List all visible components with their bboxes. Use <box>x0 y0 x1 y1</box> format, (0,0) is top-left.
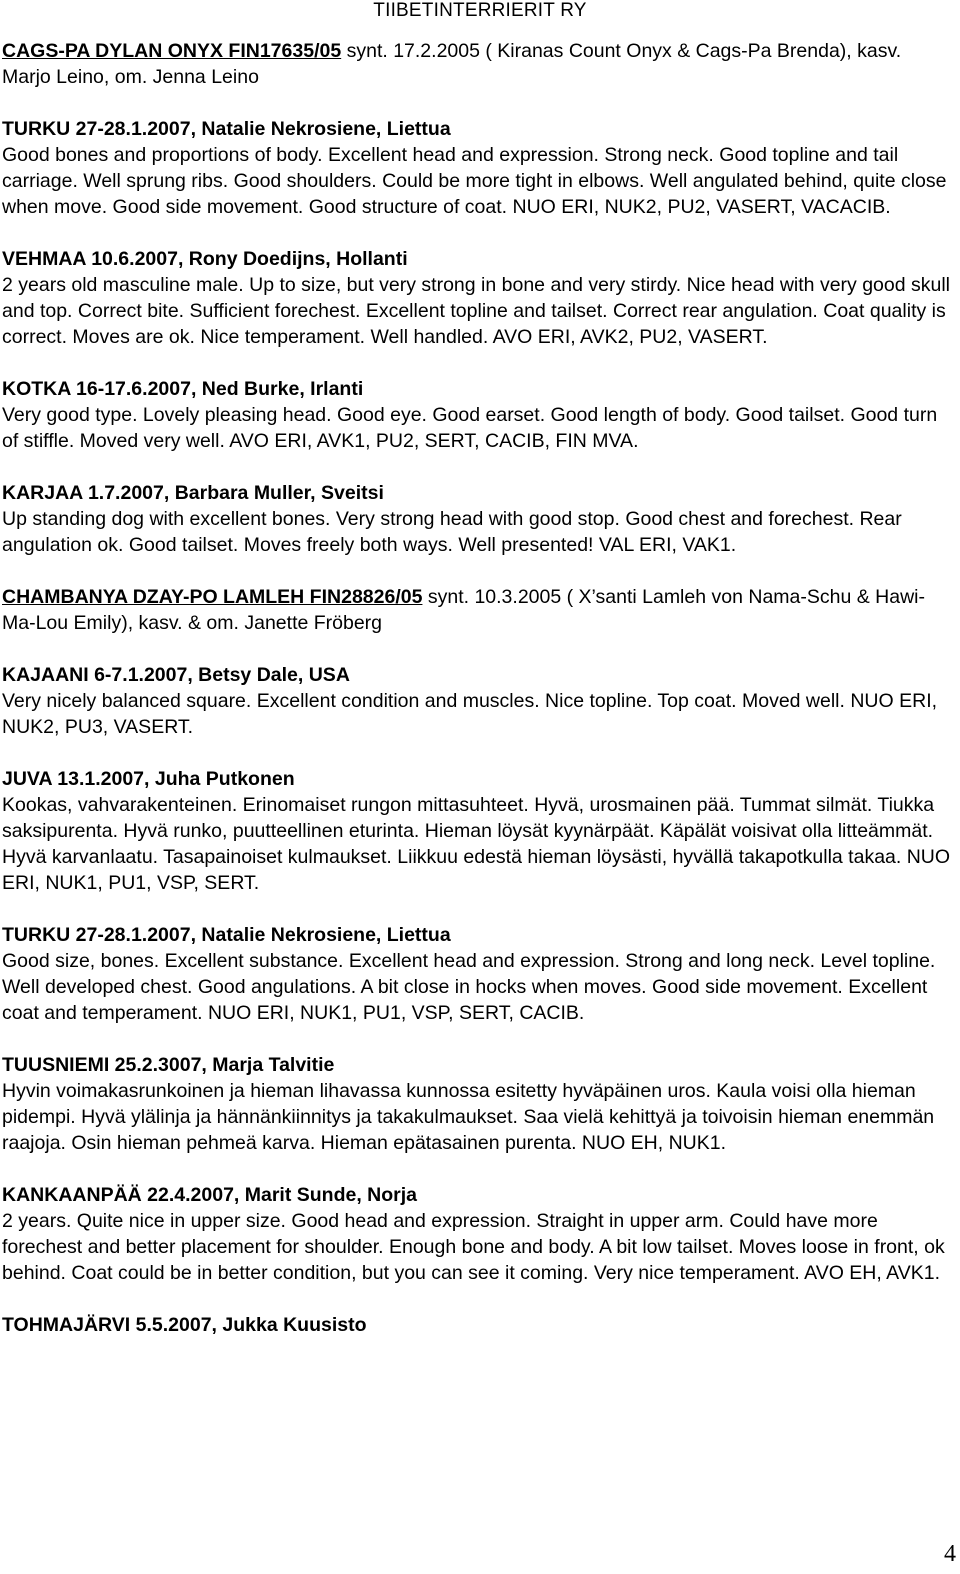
show-result <box>2 1312 954 1338</box>
show-result <box>2 376 954 454</box>
dog-details: synt. 10.3.2005 ( X’santi Lamleh von Nama-Schu & Hawi-Ma-Lou Emily), kasv. & om. Janette Fröberg <box>2 586 925 634</box>
show-result <box>2 246 954 350</box>
show-result <box>2 766 954 896</box>
show-result <box>2 922 954 1026</box>
dog-name: CHAMBANYA DZAY-PO LAMLEH FIN28826/05 <box>2 586 423 608</box>
page-number: 4 <box>944 1541 956 1567</box>
show-title: TUUSNIEMI 25.2.3007, Marja Talvitie <box>2 1054 335 1076</box>
show-critique: Very nicely balanced square. Excellent condition and muscles. Nice topline. Top coat. Moved well. NUO ERI, NUK2, PU3, VASERT. <box>2 690 938 738</box>
page-header: TIIBETINTERRIERIT RY <box>373 0 587 21</box>
show-result <box>2 1052 954 1156</box>
show-title: KANKAANPÄÄ 22.4.2007, Marit Sunde, Norja <box>2 1184 418 1206</box>
dog-entry <box>2 584 954 636</box>
show-critique: Very good type. Lovely pleasing head. Good eye. Good earset. Good length of body. Good tailset. Good turn of stiffle. Moved very well. AVO ERI, AVK1, PU2, SERT, CACIB, FIN MVA. <box>2 404 938 452</box>
document-body <box>2 38 954 1338</box>
show-result <box>2 1182 954 1286</box>
show-critique: 2 years old masculine male. Up to size, but very strong in bone and very stirdy. Nice head with very good skull and top. Correct bite. Sufficient forechest. Excellent topline and tailset. Correct rear angulation. Coat quality is correct. Moves are ok. Nice temperament. Well handled. AVO ERI, AVK2, PU2, VASERT. <box>2 274 951 348</box>
show-title: TURKU 27-28.1.2007, Natalie Nekrosiene, Liettua <box>2 924 451 946</box>
show-result <box>2 116 954 220</box>
show-title: KARJAA 1.7.2007, Barbara Muller, Sveitsi <box>2 482 384 504</box>
show-title: VEHMAA 10.6.2007, Rony Doedijns, Hollanti <box>2 248 408 270</box>
show-result <box>2 480 954 558</box>
show-title: KOTKA 16-17.6.2007, Ned Burke, Irlanti <box>2 378 364 400</box>
show-title: KAJAANI 6-7.1.2007, Betsy Dale, USA <box>2 664 350 686</box>
dog-entry <box>2 38 954 90</box>
show-critique: Up standing dog with excellent bones. Very strong head with good stop. Good chest and forechest. Rear angulation ok. Good tailset. Moves freely both ways. Well presented! VAL ERI, VAK1. <box>2 508 902 556</box>
show-result <box>2 662 954 740</box>
show-critique: Hyvin voimakasrunkoinen ja hieman lihavassa kunnossa esitetty hyväpäinen uros. Kaula voisi olla hieman pidempi. Hyvä ylälinja ja hännänkiinnitys ja takakulmaukset. Saa vielä kehittyä ja toivoisin hieman enemmän raajoja. Osin hieman pehmeä karva. Hieman epätasainen purenta. NUO EH, NUK1. <box>2 1080 935 1154</box>
show-critique: Good bones and proportions of body. Excellent head and expression. Strong neck. Good topline and tail carriage. Well sprung ribs. Good shoulders. Could be more tight in elbows. Well angulated behind, quite close when move. Good side movement. Good structure of coat. NUO ERI, NUK2, PU2, VASERT, VACACIB. <box>2 144 947 218</box>
show-critique: Kookas, vahvarakenteinen. Erinomaiset rungon mittasuhteet. Hyvä, urosmainen pää. Tummat silmät. Tiukka saksipurenta. Hyvä runko, puutteellinen eturinta. Hieman löysät kyynärpäät. Käpälät voisivat olla litteämmät. Hyvä karvanlaatu. Tasapainoiset kulmaukset. Liikkuu edestä hieman löysästi, hyvällä takapotkulla takaa. NUO ERI, NUK1, PU1, VSP, SERT. <box>2 794 951 894</box>
show-critique: Good size, bones. Excellent substance. Excellent head and expression. Strong and long neck. Level topline. Well developed chest. Good angulations. A bit close in hocks when moves. Good side movement. Excellent coat and temperament. NUO ERI, NUK1, PU1, VSP, SERT, CACIB. <box>2 950 936 1024</box>
show-critique: 2 years. Quite nice in upper size. Good head and expression. Straight in upper arm. Could have more forechest and better placement for shoulder. Enough bone and body. A bit low tailset. Moves loose in front, ok behind. Coat could be in better condition, but you can see it coming. Very nice temperament. AVO EH, AVK1. <box>2 1210 945 1284</box>
show-title: JUVA 13.1.2007, Juha Putkonen <box>2 768 295 790</box>
dog-details: synt. 17.2.2005 ( Kiranas Count Onyx & Cags-Pa Brenda), kasv. Marjo Leino, om. Jenna Leino <box>2 40 902 88</box>
show-title: TURKU 27-28.1.2007, Natalie Nekrosiene, Liettua <box>2 118 451 140</box>
show-title: TOHMAJÄRVI 5.5.2007, Jukka Kuusisto <box>2 1314 367 1336</box>
dog-name: CAGS-PA DYLAN ONYX FIN17635/05 <box>2 40 342 62</box>
